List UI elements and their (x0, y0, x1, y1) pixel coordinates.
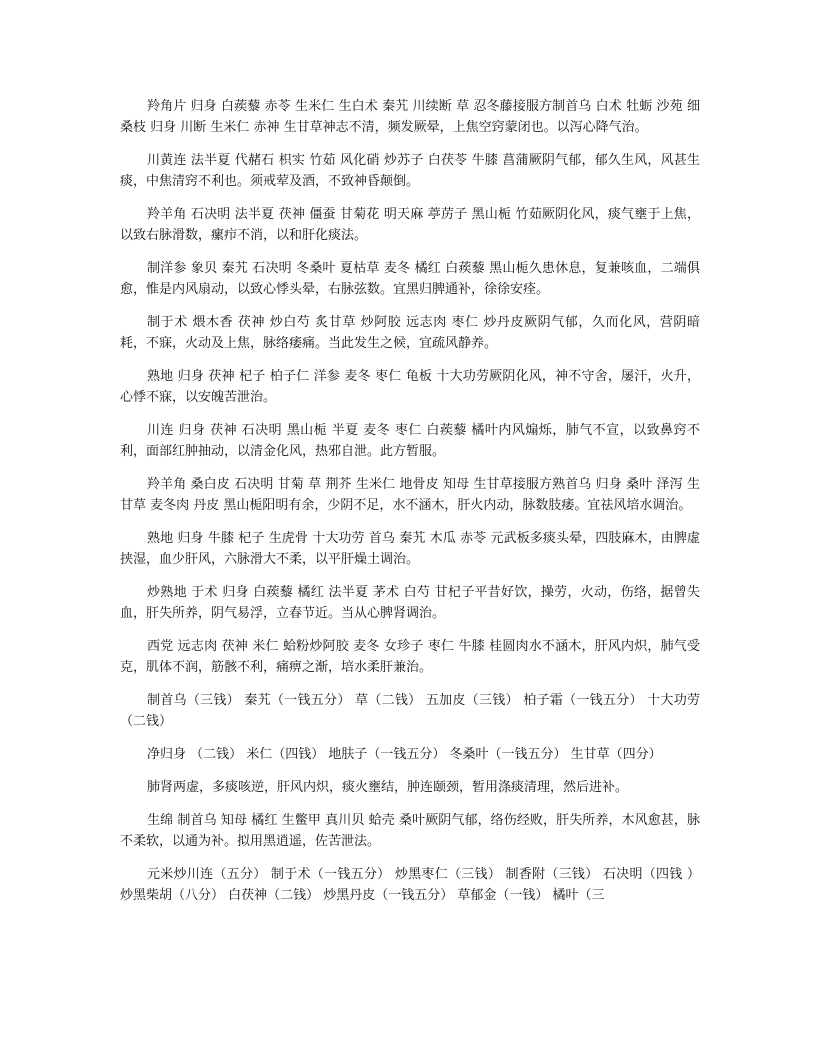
document-body (120, 96, 700, 918)
paragraph-13: 净归身 （二钱） 米仁（四钱） 地肤子（一钱五分） 冬桑叶（一钱五分） 生甘草（四分） (147, 747, 662, 762)
paragraph-15: 生绵 制首乌 知母 橘红 生鳖甲 真川贝 蛤壳 桑叶厥阴气郁，络伤经败，肝失所养，木风愈甚，脉不柔软，以通为补。拟用黑逍遥，佐苦泄法。 (120, 813, 700, 849)
paragraph-3: 羚羊角 石决明 法半夏 茯神 僵蚕 甘菊花 明天麻 葶苈子 黑山栀 竹茹厥阴化风，痰气壅于上焦，以致右脉滑数，瘰疖不消，以和肝化痰法。 (120, 207, 700, 243)
paragraph-1: 羚角片 归身 白蒺藜 赤苓 生米仁 生白术 秦艽 川续断 草 忍冬藤接服方制首乌 白术 牡蛎 沙苑 细桑枝 归身 川断 生米仁 赤神 生甘草神志不清，频发厥晕，上焦空窍蒙闭也。以泻心降气治。 (120, 99, 700, 135)
paragraph-4: 制洋参 象贝 秦艽 石决明 冬桑叶 夏枯草 麦冬 橘红 白蒺藜 黑山栀久患休息，复兼咳血，二端俱愈，惟是内风扇动，以致心悸头晕，右脉弦数。宜黑归脾通补，徐徐安痊。 (120, 261, 700, 297)
paragraph-2: 川黄连 法半夏 代赭石 枳实 竹茹 风化硝 炒苏子 白茯苓 牛膝 菖蒲厥阴气郁，郁久生风，风甚生痰，中焦清窍不利也。须戒荤及酒，不致神昏颠倒。 (120, 153, 700, 189)
paragraph-10: 炒熟地 于术 归身 白蒺藜 橘红 法半夏 茅术 白芍 甘杞子平昔好饮，操劳，火动，伤络，据曾失血，肝失所养，阴气易浮，立春节近。当从心脾肾调治。 (120, 585, 700, 621)
paragraph-5: 制于术 煨木香 茯神 炒白芍 炙甘草 炒阿胶 远志肉 枣仁 炒丹皮厥阴气郁，久而化风，营阴暗耗，不寐，火动及上焦，脉络痿痛。当此发生之候，宜疏风静养。 (120, 315, 700, 351)
paragraph-12: 制首乌（三钱） 秦艽（一钱五分） 草（二钱） 五加皮（三钱） 柏子霜（一钱五分） 十大功劳（二钱） (120, 693, 700, 729)
paragraph-8: 羚羊角 桑白皮 石决明 甘菊 草 荆芥 生米仁 地骨皮 知母 生甘草接服方熟首乌 归身 桑叶 泽泻 生甘草 麦冬肉 丹皮 黑山栀阳明有余，少阴不足，水不涵木，肝火内动，脉数肢痿。宜祛风培水调治。 (120, 477, 700, 513)
paragraph-14: 肺肾两虚，多痰咳逆，肝风内炽，痰火壅结，肿连颐颈，暂用涤痰清理，然后进补。 (147, 780, 629, 795)
paragraph-11: 西党 远志肉 茯神 米仁 蛤粉炒阿胶 麦冬 女珍子 枣仁 牛膝 桂圆肉水不涵木，肝风内炽，肺气受克，肌体不润，筋骸不利，痛痹之渐，培水柔肝兼治。 (120, 639, 700, 675)
paragraph-9: 熟地 归身 牛膝 杞子 生虎骨 十大功劳 首乌 秦艽 木瓜 赤苓 元武板多痰头晕，四肢麻木，由脾虚挟湿，血少肝风，六脉滑大不柔，以平肝燥土调治。 (120, 531, 700, 567)
paragraph-7: 川连 归身 茯神 石决明 黑山栀 半夏 麦冬 枣仁 白蒺藜 橘叶内风煽烁，肺气不宣，以致鼻窍不利，面部红肿抽动，以清金化风，热邪自泄。此方暂服。 (120, 423, 700, 459)
paragraph-6: 熟地 归身 茯神 杞子 柏子仁 洋参 麦冬 枣仁 龟板 十大功劳厥阴化风，神不守舍，屡汗，火升，心悸不寐，以安魄苦泄治。 (120, 369, 700, 405)
paragraph-16: 元米炒川连（五分） 制于术（一钱五分） 炒黑枣仁（三钱） 制香附（三钱） 石决明（四钱 ） 炒黑柴胡（八分） 白茯神（二钱） 炒黑丹皮（一钱五分） 草郁金（一钱） 橘叶（三 (120, 867, 700, 903)
